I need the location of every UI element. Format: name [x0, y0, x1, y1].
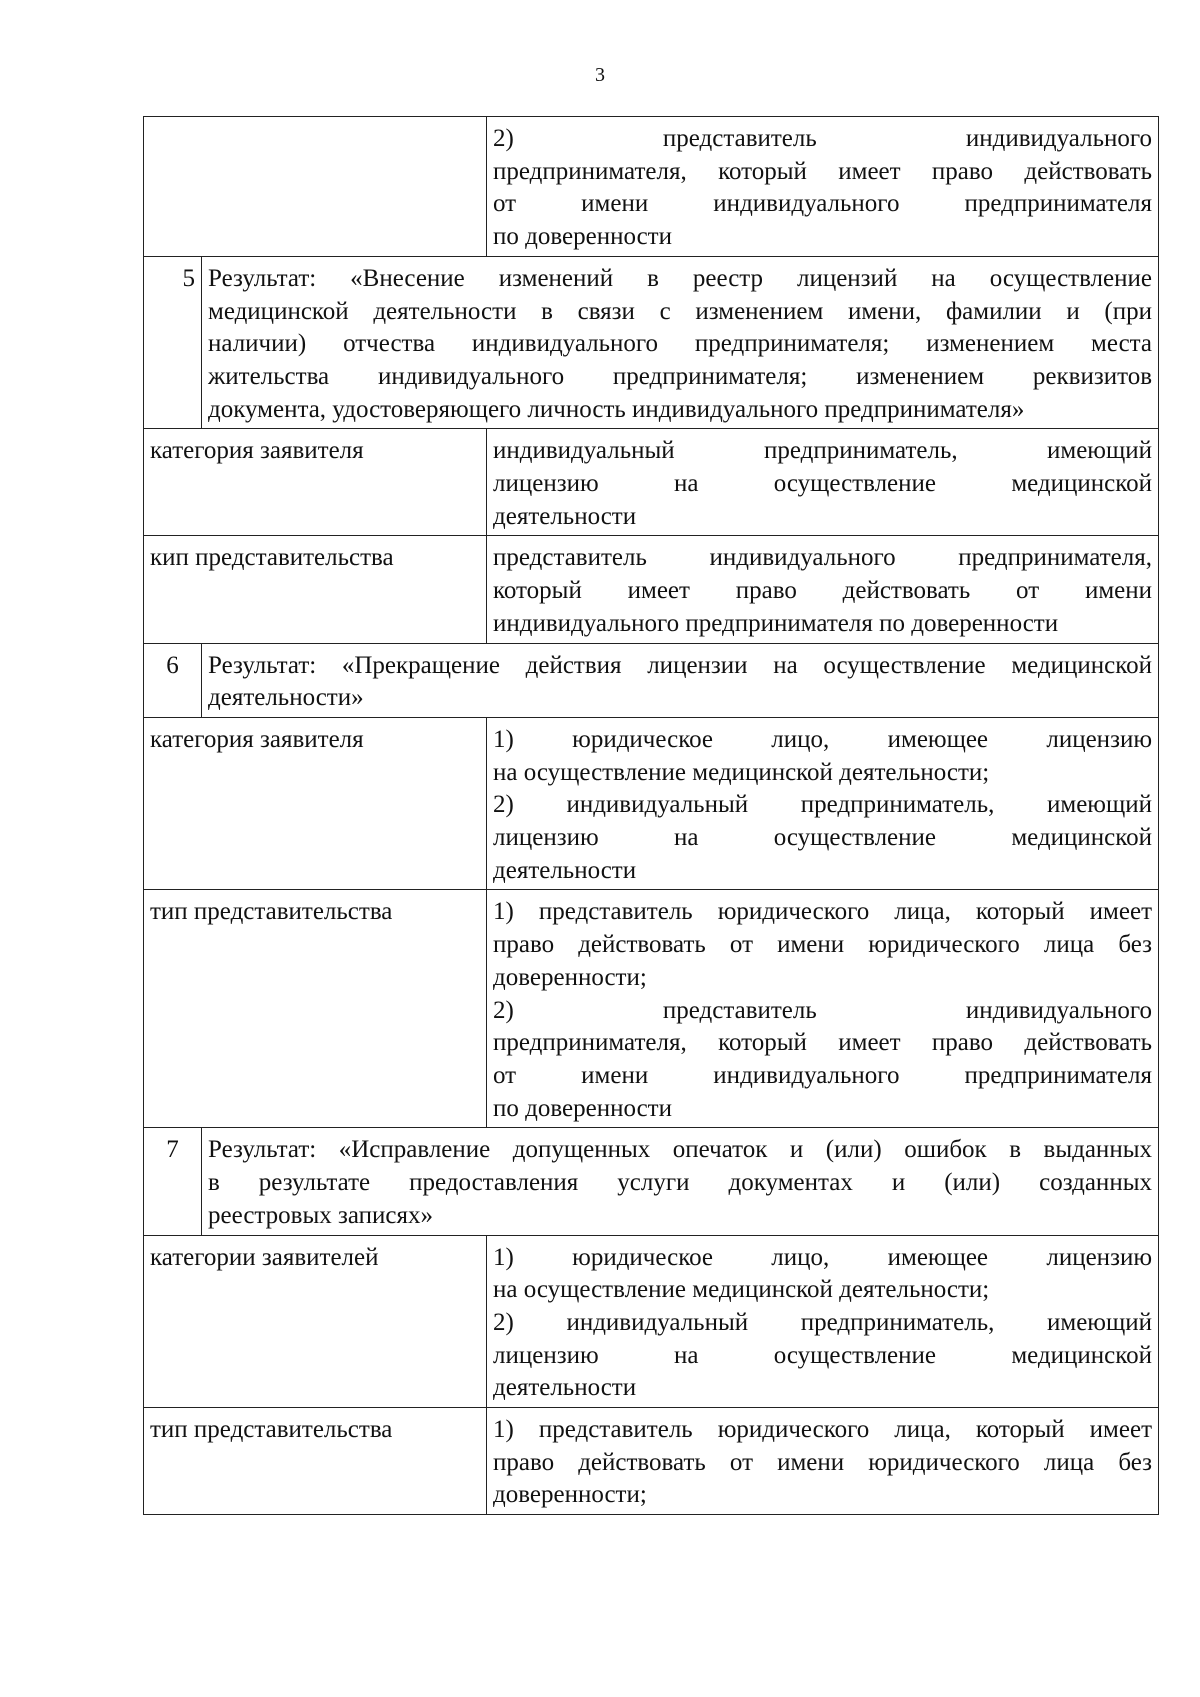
table-row: [144, 536, 1159, 643]
text-line: по доверенности: [493, 223, 672, 251]
text-line: 1) представитель юридического лица, который имеет: [493, 1416, 1152, 1444]
text-line: 2) индивидуальный предприниматель, имеющий: [493, 1308, 1152, 1336]
table-row: [144, 1235, 1159, 1408]
value-cell: [487, 1408, 1159, 1515]
value-cell: [487, 717, 1159, 890]
row-number: 6: [144, 643, 202, 717]
text-line: право действовать от имени юридического лица без: [493, 931, 1152, 959]
text-line: от имени индивидуального предпринимателя: [493, 190, 1152, 218]
services-table: [143, 116, 1159, 1515]
text-line: по доверенности: [493, 1094, 672, 1122]
table-row: [144, 890, 1159, 1128]
result-title: [202, 256, 1159, 429]
label-cell: тип представительства: [144, 1408, 487, 1515]
row-number: 5: [144, 256, 202, 429]
result-title: [202, 643, 1159, 717]
result-row: [144, 256, 1159, 429]
result-title: [202, 1128, 1159, 1235]
text-line: деятельности: [493, 856, 637, 884]
value-cell: [487, 117, 1159, 257]
text-line: реестровых записях»: [208, 1201, 433, 1229]
value-cell: [487, 429, 1159, 536]
text-line: 2) представитель индивидуального: [493, 996, 1152, 1024]
text-line: 1) представитель юридического лица, который имеет: [493, 898, 1152, 926]
value-cell: [487, 890, 1159, 1128]
result-row: [144, 1128, 1159, 1235]
value-cell: [487, 1235, 1159, 1408]
table-row: [144, 717, 1159, 890]
label-cell: категории заявителей: [144, 1235, 487, 1408]
text-line: 1) юридическое лицо, имеющее лицензию: [493, 1243, 1152, 1271]
table-row: [144, 1408, 1159, 1515]
label-cell: тип представительства: [144, 890, 487, 1128]
text-line: медицинской деятельности в связи с изменением имени, фамилии и (при: [208, 297, 1152, 325]
text-line: право действовать от имени юридического лица без: [493, 1448, 1152, 1476]
empty-label-cell: [144, 117, 487, 257]
result-row: [144, 643, 1159, 717]
text-line: Результат: «Прекращение действия лицензии на осуществление медицинской: [208, 651, 1152, 679]
text-line: на осуществление медицинской деятельности;: [493, 758, 990, 786]
label-cell: кип представительства: [144, 536, 487, 643]
text-line: в результате предоставления услуги документах и (или) созданных: [208, 1169, 1152, 1197]
text-line: Результат: «Внесение изменений в реестр лицензий на осуществление: [208, 264, 1152, 292]
table-row: [144, 429, 1159, 536]
text-line: деятельности»: [208, 684, 364, 712]
text-line: лицензию на осуществление медицинской: [493, 824, 1152, 852]
text-line: лицензию на осуществление медицинской: [493, 470, 1152, 498]
text-line: лицензию на осуществление медицинской: [493, 1341, 1152, 1369]
label-cell: категория заявителя: [144, 717, 487, 890]
text-line: представитель индивидуального предпринимателя,: [493, 544, 1152, 572]
text-line: деятельности: [493, 1374, 637, 1402]
text-line: наличии) отчества индивидуального предпринимателя; изменением места: [208, 330, 1152, 358]
value-cell: [487, 536, 1159, 643]
text-line: индивидуальный предприниматель, имеющий: [493, 437, 1152, 465]
text-line: который имеет право действовать от имени: [493, 577, 1152, 605]
text-line: 2) представитель индивидуального: [493, 125, 1152, 152]
text-line: от имени индивидуального предпринимателя: [493, 1061, 1152, 1089]
text-line: на осуществление медицинской деятельности;: [493, 1276, 990, 1304]
row-number: 7: [144, 1128, 202, 1235]
text-line: Результат: «Исправление допущенных опечаток и (или) ошибок в выданных: [208, 1136, 1152, 1164]
text-line: индивидуального предпринимателя по доверенности: [493, 609, 1059, 637]
text-line: 2) индивидуальный предприниматель, имеющий: [493, 791, 1152, 819]
page-number: 3: [595, 64, 605, 86]
text-line: предпринимателя, который имеет право действовать: [493, 1029, 1152, 1057]
text-line: предпринимателя, который имеет право действовать: [493, 157, 1152, 185]
text-line: документа, удостоверяющего личность индивидуального предпринимателя»: [208, 395, 1025, 423]
text-line: 1) юридическое лицо, имеющее лицензию: [493, 725, 1152, 753]
label-cell: категория заявителя: [144, 429, 487, 536]
text-line: жительства индивидуального предпринимателя; изменением реквизитов: [208, 362, 1152, 390]
text-line: деятельности: [493, 502, 637, 530]
text-line: доверенности;: [493, 1481, 647, 1509]
text-line: доверенности;: [493, 963, 647, 991]
table-row: [144, 117, 1159, 257]
